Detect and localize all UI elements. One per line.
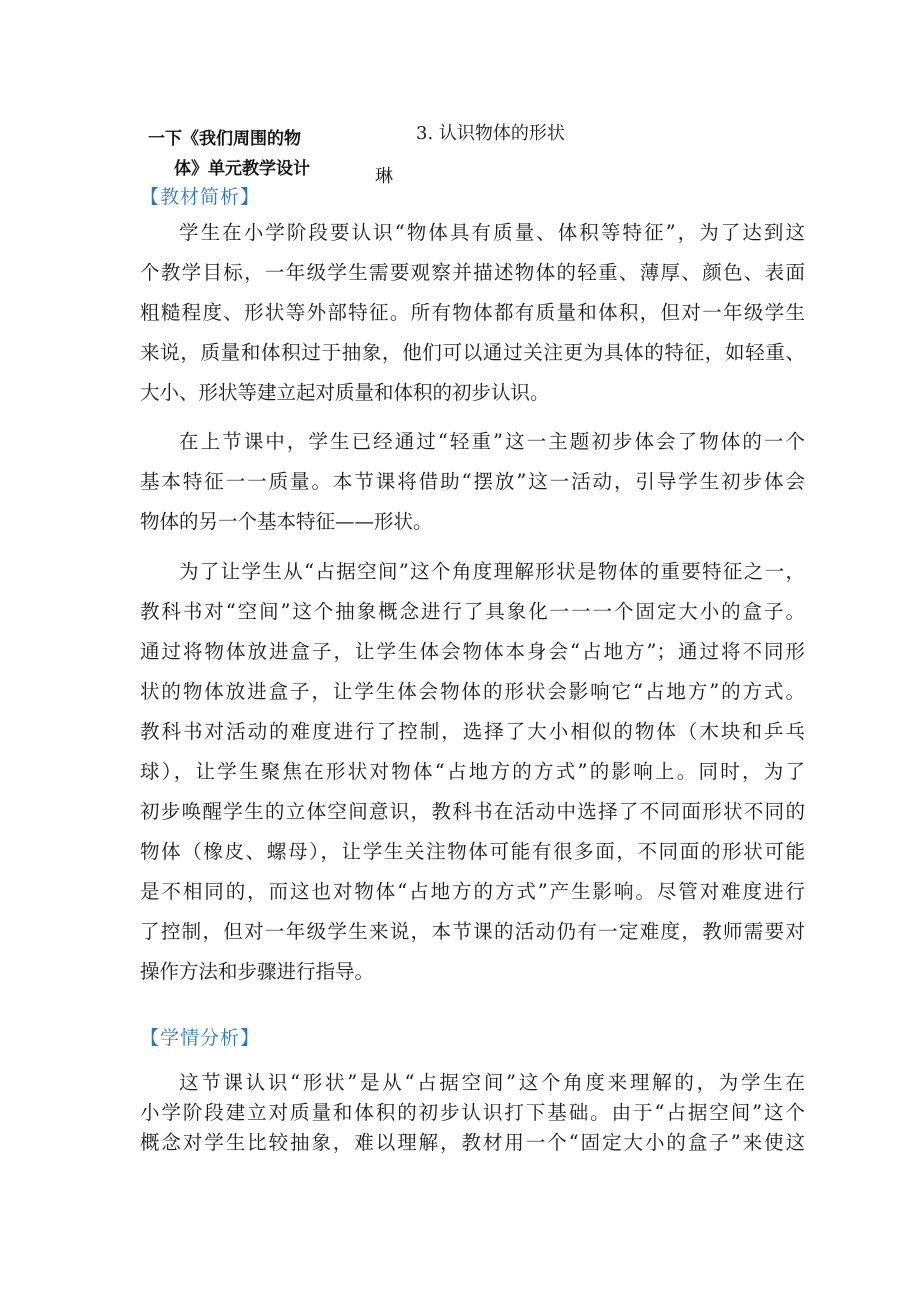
author-name: 琳 xyxy=(375,166,393,187)
text-line: 基本特征一一质量。本节课将借助“摆放”这一活动，引导学生初步体会 xyxy=(140,470,805,493)
text-line: 状的物体放进盒子，让学生体会物体的形状会影响它“占地方”的方式。 xyxy=(140,680,805,703)
paragraph-3 xyxy=(140,552,805,992)
text-line: 在上节课中，学生已经通过“轻重”这一主题初步体会了物体的一个 xyxy=(179,430,805,453)
text-line: 物体（橡皮、螺母），让学生关注物体可能有很多面，不同面的形状可能 xyxy=(140,840,805,863)
text-line: 小学阶段建立对质量和体积的初步认识打下基础。由于“占据空间”这个 xyxy=(140,1101,805,1124)
text-line: 物体的另一个基本特征——形状。 xyxy=(140,510,433,533)
text-line: 粗糙程度、形状等外部特征。所有物体都有质量和体积，但对一年级学生 xyxy=(140,301,805,324)
text-line: 为了让学生从“占据空间”这个角度理解形状是物体的重要特征之一， xyxy=(179,560,805,583)
text-line: 球），让学生聚焦在形状对物体“占地方的方式”的影响上。同时，为了 xyxy=(140,760,805,783)
text-line: 来说，质量和体积过于抽象，他们可以通过关注更为具体的特征，如轻重、 xyxy=(140,341,805,364)
text-line: 这节课认识“形状”是从“占据空间”这个角度来理解的，为学生在 xyxy=(179,1071,805,1094)
text-line: 了控制，但对一年级学生来说，本节课的活动仍有一定难度，教师需要对 xyxy=(140,920,805,943)
text-line: 大小、形状等建立起对质量和体积的初步认识。 xyxy=(140,381,550,404)
lesson-title: 3. 认识物体的形状 xyxy=(416,123,565,144)
paragraph-4 xyxy=(140,1068,805,1158)
unit-title-line1: 一下《我们周围的物 xyxy=(148,129,301,149)
text-line: 概念对学生比较抽象，难以理解，教材用一个“固定大小的盒子”来使这 xyxy=(140,1131,805,1154)
text-line: 个教学目标，一年级学生需要观察并描述物体的轻重、薄厚、颜色、表面 xyxy=(140,261,805,284)
unit-title-line2: 体》单元教学设计 xyxy=(174,159,310,179)
text-line: 通过将物体放进盒子，让学生体会物体本身会“占地方”；通过将不同形 xyxy=(140,640,805,663)
learning-heading: 【学情分析】 xyxy=(140,1027,261,1049)
text-line: 操作方法和步骤进行指导。 xyxy=(140,960,375,983)
text-line: 是不相同的，而这也对物体“占地方的方式”产生影响。尽管对难度进行 xyxy=(140,880,805,903)
text-line: 教科书对活动的难度进行了控制，选择了大小相似的物体（木块和乒乓 xyxy=(140,720,805,743)
text-line: 初步唤醒学生的立体空间意识，教科书在活动中选择了不同面形状不同的 xyxy=(140,800,805,823)
analysis-heading: 【教材简析】 xyxy=(140,186,261,208)
paragraph-1 xyxy=(140,213,805,413)
text-line: 教科书对“空间”这个抽象概念进行了具象化一一一个固定大小的盒子。 xyxy=(140,600,805,623)
text-line: 学生在小学阶段要认识“物体具有质量、体积等特征”，为了达到这 xyxy=(179,221,805,244)
paragraph-2 xyxy=(140,422,805,542)
